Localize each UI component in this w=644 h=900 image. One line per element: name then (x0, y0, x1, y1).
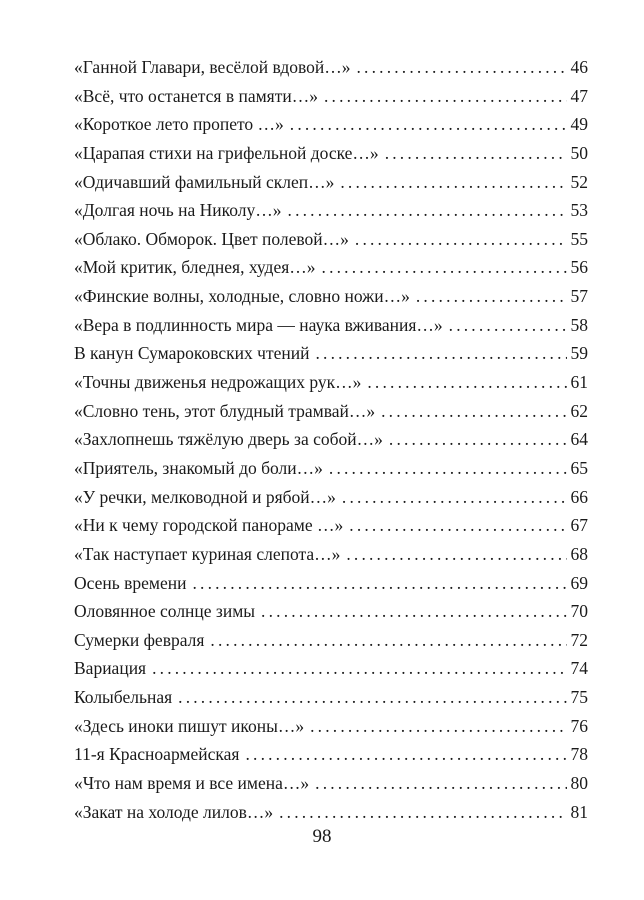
toc-entry (74, 769, 588, 798)
toc-leader-dots (288, 196, 567, 225)
toc-entry-title: «Вера в подлинность мира — наука вживания…» (74, 314, 443, 335)
toc-entry (74, 597, 588, 626)
toc-leader-dots (315, 339, 566, 368)
toc-entry (74, 712, 588, 741)
toc-entry-title: «Что нам время и все имена…» (74, 773, 310, 794)
page-number: 98 (312, 826, 332, 847)
toc-entry (74, 168, 588, 197)
toc-leader-dots (349, 511, 566, 540)
toc-entry (74, 282, 588, 311)
toc-entry-page: 53 (570, 200, 588, 221)
toc-entry-title: «Здесь иноки пишут иконы…» (74, 715, 305, 736)
toc-entry-page: 50 (570, 142, 588, 163)
toc-leader-dots (279, 798, 566, 827)
toc-leader-dots (342, 483, 567, 512)
toc-entry-title: «У речки, мелководной и рябой…» (74, 486, 336, 507)
toc-entry-page: 78 (570, 744, 588, 765)
toc-entry (74, 139, 588, 168)
toc-entry (74, 654, 588, 683)
toc-leader-dots (340, 168, 566, 197)
toc-leader-dots (416, 282, 567, 311)
toc-leader-dots (329, 454, 567, 483)
toc-leader-dots (192, 569, 566, 598)
toc-entry (74, 798, 588, 827)
toc-entry-title: «Захлопнешь тяжёлую дверь за собой…» (74, 429, 383, 450)
toc-entry-title: «Всё, что останется в памяти…» (74, 85, 318, 106)
toc-entry-title: Осень времени (74, 572, 187, 593)
toc-leader-dots (357, 53, 567, 82)
toc-entry-page: 49 (570, 114, 588, 135)
toc-entry-title: «Одичавший фамильный склеп…» (74, 171, 335, 192)
toc-entry-title: 11-я Красноармейская (74, 744, 240, 765)
toc-leader-dots (210, 626, 566, 655)
toc-leader-dots (346, 540, 566, 569)
toc-entry (74, 511, 588, 540)
toc-leader-dots (315, 769, 566, 798)
toc-entry-title: «Закат на холоде лилов…» (74, 801, 274, 822)
toc-entry (74, 53, 588, 82)
toc-leader-dots (245, 740, 566, 769)
toc-leader-dots (355, 225, 567, 254)
toc-entry (74, 225, 588, 254)
toc-leader-dots (178, 683, 566, 712)
toc-entry-title: «Долгая ночь на Николу…» (74, 200, 282, 221)
toc-entry-page: 46 (570, 57, 588, 77)
toc-entry-page: 62 (570, 400, 588, 421)
toc-entry-page: 66 (570, 486, 588, 507)
toc-entry-page: 69 (570, 572, 588, 593)
toc-entry-title: Колыбельная (74, 687, 173, 708)
toc-entry (74, 253, 588, 282)
toc-entry (74, 683, 588, 712)
toc-entry (74, 483, 588, 512)
toc-entry-page: 74 (570, 658, 588, 679)
toc-entry-page: 81 (570, 801, 588, 822)
table-of-contents (74, 53, 588, 826)
toc-leader-dots (367, 368, 566, 397)
toc-entry-title: «Царапая стихи на грифельной доске…» (74, 142, 379, 163)
toc-entry-title: «Словно тень, этот блудный трамвай…» (74, 400, 376, 421)
toc-entry-page: 52 (570, 171, 588, 192)
toc-entry-page: 72 (570, 629, 588, 650)
toc-leader-dots (324, 82, 567, 111)
toc-entry-page: 55 (570, 228, 588, 249)
toc-entry-page: 58 (570, 314, 588, 335)
toc-entry-title: Сумерки февраля (74, 629, 205, 650)
toc-entry (74, 82, 588, 111)
toc-entry-page: 47 (570, 85, 588, 106)
toc-leader-dots (322, 253, 567, 282)
toc-entry (74, 397, 588, 426)
toc-entry-title: «Ни к чему городской панораме …» (74, 515, 344, 536)
toc-entry-title: «Облако. Обморок. Цвет полевой…» (74, 228, 349, 249)
toc-entry-page: 76 (570, 715, 588, 736)
toc-entry-title: Вариация (74, 658, 147, 679)
toc-entry (74, 110, 588, 139)
toc-entry (74, 311, 588, 340)
toc-entry-page: 64 (570, 429, 588, 450)
toc-entry-page: 59 (570, 343, 588, 364)
toc-entry-title: «Приятель, знакомый до боли…» (74, 457, 323, 478)
toc-entry-page: 56 (570, 257, 588, 278)
toc-entry-title: «Ганной Главари, весёлой вдовой…» (74, 57, 351, 77)
toc-entry (74, 540, 588, 569)
toc-entry (74, 368, 588, 397)
toc-entry (74, 339, 588, 368)
toc-entry-title: «Финские волны, холодные, словно ножи…» (74, 286, 410, 307)
toc-leader-dots (152, 654, 566, 683)
toc-entry-title: В канун Сумароковских чтений (74, 343, 310, 364)
toc-entry-title: «Короткое лето пропето …» (74, 114, 284, 135)
toc-entry-page: 57 (570, 286, 588, 307)
toc-entry-page: 65 (570, 457, 588, 478)
toc-leader-dots (290, 110, 567, 139)
toc-entry-page: 67 (570, 515, 588, 536)
toc-entry-title: «Точны движенья недрожащих рук…» (74, 372, 362, 393)
toc-entry-title: «Так наступает куриная слепота…» (74, 543, 341, 564)
toc-entry (74, 569, 588, 598)
toc-leader-dots (389, 425, 567, 454)
toc-entry (74, 425, 588, 454)
toc-leader-dots (381, 397, 566, 426)
toc-entry-title: «Мой критик, бледнея, худея…» (74, 257, 316, 278)
toc-entry-page: 70 (570, 601, 588, 622)
toc-entry-page: 75 (570, 687, 588, 708)
toc-leader-dots (261, 597, 566, 626)
toc-entry (74, 196, 588, 225)
toc-entry-page: 68 (570, 543, 588, 564)
toc-entry (74, 626, 588, 655)
toc-entry (74, 740, 588, 769)
toc-entry (74, 454, 588, 483)
toc-leader-dots (385, 139, 567, 168)
toc-entry-page: 61 (570, 372, 588, 393)
toc-leader-dots (449, 311, 567, 340)
toc-entry-page: 80 (570, 773, 588, 794)
toc-entry-title: Оловянное солнце зимы (74, 601, 256, 622)
toc-leader-dots (310, 712, 566, 741)
